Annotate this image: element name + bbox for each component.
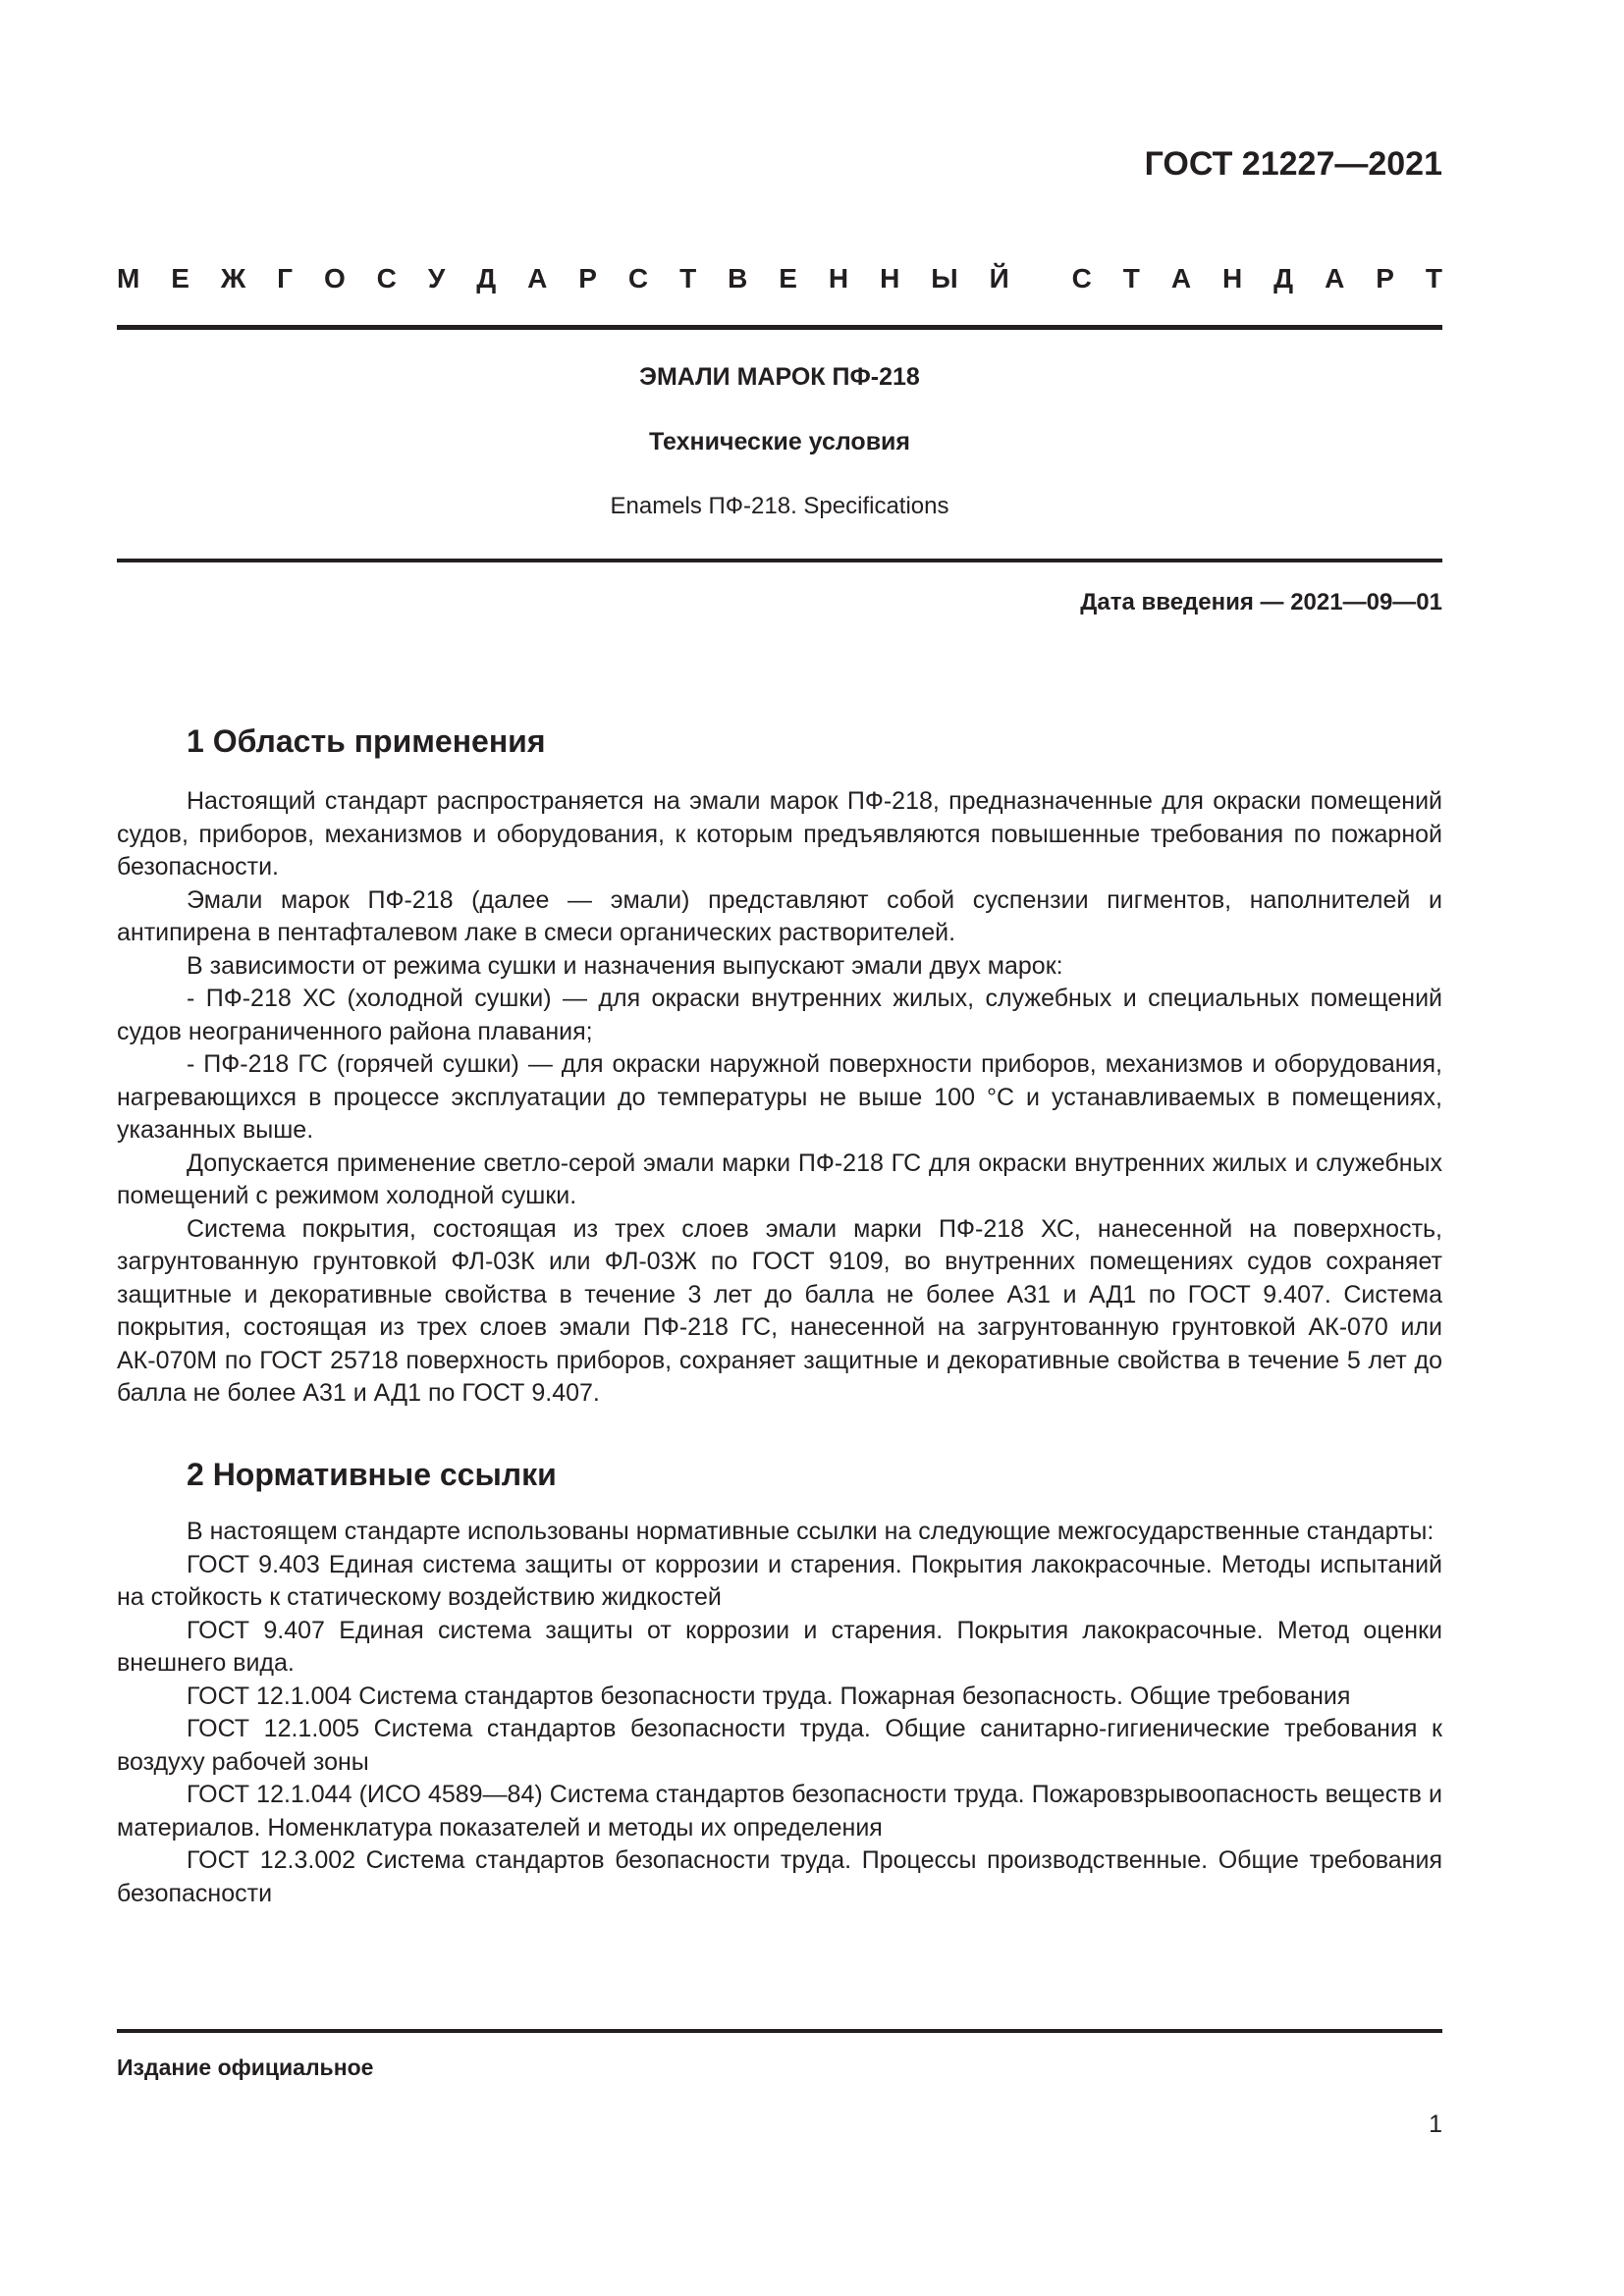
banner-letter: А <box>1325 263 1345 294</box>
banner-letter: Д <box>1273 263 1294 294</box>
paragraph: В настоящем стандарте использованы нормативные ссылки на следующие межгосударственные стандарты: <box>187 1518 1435 1545</box>
reference-item: ГОСТ 9.403 Единая система защиты от коррозии и старения. Покрытия лакокрасочные. Методы испытаний на стойкость к статическому воздействию жидкостей <box>117 1550 1442 1611</box>
banner-letter: С <box>376 263 397 294</box>
document-number: ГОСТ 21227—2021 <box>1144 145 1442 183</box>
reference-item: ГОСТ 12.3.002 Система стандартов безопасности труда. Процессы производственные. Общие требования безопасности <box>117 1846 1442 1907</box>
banner-letter: У <box>427 263 446 294</box>
header-divider <box>117 325 1442 330</box>
banner-letter: Р <box>578 263 597 294</box>
banner-letter: Н <box>1222 263 1243 294</box>
banner-letter: Е <box>779 263 797 294</box>
banner-letter: Т <box>1425 263 1442 294</box>
title-divider <box>117 559 1442 562</box>
paragraph: Настоящий стандарт распространяется на эмали марок ПФ-218, предназначенные для окраски помещений судов, приборов, механизмов и оборудования, к которым предъявляются повышенные требования по пожарной безопасности. <box>117 787 1442 881</box>
paragraph: - ПФ-218 ГС (горячей сушки) — для окраски наружной поверхности приборов, механизмов и оборудования, нагревающихся в процессе эксплуатации до температуры не выше 100 °С и устанавливаемых в помещениях, указанных выше. <box>117 1050 1442 1144</box>
banner-letter: Ж <box>220 263 246 294</box>
paragraph: Эмали марок ПФ-218 (далее — эмали) представляют собой суспензии пигментов, наполнителей и антипирена в пентафталевом лаке в смеси органических растворителей. <box>117 885 1442 946</box>
banner-letter: А <box>1170 263 1192 294</box>
banner-letter: М <box>117 263 140 294</box>
english-title: Enamels ПФ-218. Specifications <box>610 493 949 519</box>
reference-item: ГОСТ 12.1.005 Система стандартов безопасности труда. Общие санитарно-гигиенические требования к воздуху рабочей зоны <box>117 1715 1442 1776</box>
standard-subtitle: Технические условия <box>648 428 911 455</box>
reference-item: ГОСТ 12.1.044 (ИСО 4589—84) Система стандартов безопасности труда. Пожаровзрывоопасность веществ и материалов. Номенклатура показателей и методы их определения <box>117 1781 1442 1842</box>
standard-title: ЭМАЛИ МАРОК ПФ-218 <box>639 363 920 391</box>
reference-item: ГОСТ 12.1.004 Система стандартов безопасности труда. Пожарная безопасность. Общие требования <box>187 1682 1351 1710</box>
page-number: 1 <box>1429 2110 1442 2138</box>
banner-letter: Ы <box>931 263 958 294</box>
banner-letter: Н <box>880 263 900 294</box>
section-scope-body <box>117 785 1442 1411</box>
banner-letter: Й <box>989 263 1009 294</box>
section-heading-scope: 1 Область применения <box>187 723 546 759</box>
banner-letter: Т <box>1122 263 1140 294</box>
reference-item: ГОСТ 9.407 Единая система защиты от коррозии и старения. Покрытия лакокрасочные. Метод оценки внешнего вида. <box>117 1616 1442 1677</box>
paragraph: - ПФ-218 ХС (холодной сушки) — для окраски внутренних жилых, служебных и специальных помещений судов неограниченного района плавания; <box>117 985 1442 1045</box>
paragraph: Допускается применение светло-серой эмали марки ПФ-218 ГС для окраски внутренних жилых и служебных помещений с режимом холодной сушки. <box>117 1148 1442 1209</box>
banner-letter: С <box>1071 263 1092 294</box>
paragraph: В зависимости от режима сушки и назначения выпускают эмали двух марок: <box>187 951 1063 980</box>
introduction-date: Дата введения — 2021—09—01 <box>1080 589 1442 615</box>
banner-letter: А <box>527 263 548 294</box>
banner-letter: Г <box>277 263 294 294</box>
banner-letter: Р <box>1376 263 1394 294</box>
section-references-body <box>117 1516 1442 1910</box>
interstate-standard-banner <box>117 263 1442 294</box>
banner-letter: В <box>728 263 748 294</box>
banner-letter: Т <box>679 263 697 294</box>
banner-letter: Е <box>171 263 189 294</box>
official-edition-label: Издание официальное <box>117 2055 374 2080</box>
banner-letter: Д <box>476 263 497 294</box>
banner-letter: О <box>323 263 346 294</box>
banner-letter: С <box>627 263 649 294</box>
banner-letter: Н <box>828 263 849 294</box>
paragraph: Система покрытия, состоящая из трех слоев эмали марки ПФ-218 ХС, нанесенной на поверхность, загрунтованную грунтовкой ФЛ-03К или ФЛ-03Ж по ГОСТ 9109, во внутренних помещениях судов сохраняет защитные и декоративные свойства в течение 3 лет до балла не более А31 и АД1 по ГОСТ 9.407. Система покрытия, состоящая из трех слоев эмали ПФ-218 ГС, нанесенной на загрунтованную грунтовкой АК-070 или АК-070М по ГОСТ 25718 поверхность приборов, сохраняет защитные и декоративные свойства в течение 5 лет до балла не более А31 и АД1 по ГОСТ 9.407. <box>117 1214 1442 1407</box>
section-heading-references: 2 Нормативные ссылки <box>187 1457 557 1492</box>
footer-divider <box>117 2029 1442 2033</box>
